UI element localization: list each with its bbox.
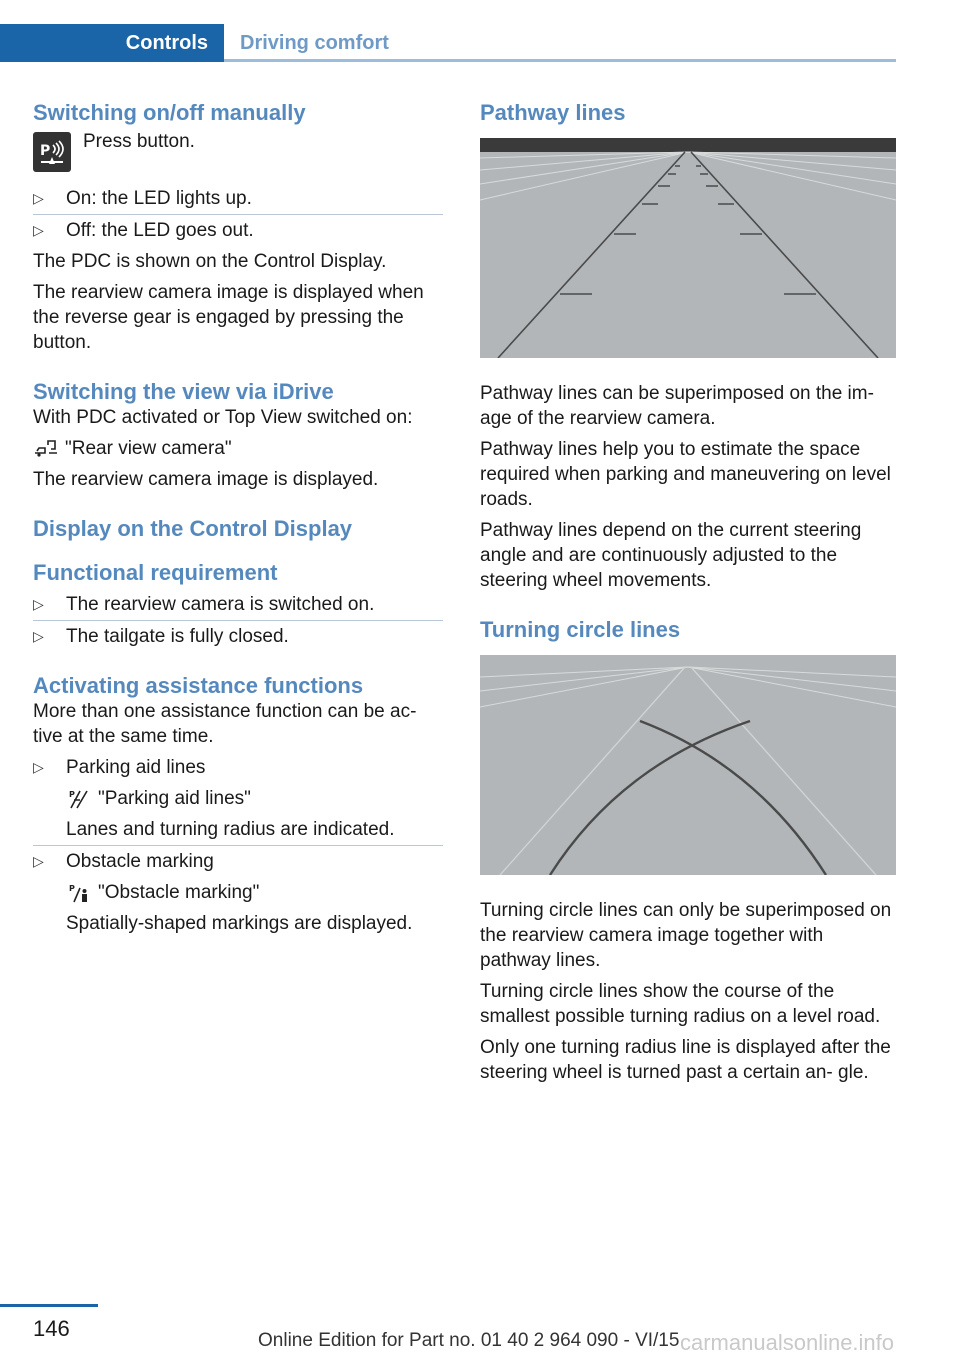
pdc-shown-text: The PDC is shown on the Control Display. [33,251,387,272]
press-button-line [33,132,443,172]
obstacle-marking-label: "Obstacle marking" [98,882,260,903]
page-number: 146 [33,1316,70,1341]
footer-accent-line [0,1304,98,1307]
heading-assistance: Activating assistance functions [33,673,364,698]
list-item: ▷ Parking aid lines P "Parking aid lines" Lanes and turning radius are indicated. [33,755,443,842]
heading-view: Switching the view via iDrive [33,379,334,404]
rearview-engaged-text: The rearview camera image is displayed when the reverse gear is engaged by pressing the button. [33,282,424,353]
parking-aid-menu-line[interactable] [66,786,443,811]
rear-camera-icon [33,438,59,460]
right-column [480,100,896,1085]
pathway-lines-figure [480,138,896,358]
left-column [33,100,443,936]
svg-text:P: P [69,883,75,893]
list-item: ▷ On: the LED lights up. [33,188,252,209]
press-button-text: Press button. [83,130,195,152]
parking-aid-lines-icon [66,788,92,810]
svg-text:P: P [69,789,75,799]
pathway-text-3: Pathway lines depend on the current steering angle and are continuously adjusted to the steering wheel movements. [480,520,862,591]
svg-text:P: P [40,143,51,159]
list-item: ▷ The rearview camera is switched on. [33,594,375,615]
pathway-text-1: Pathway lines can be superimposed on the im‐ age of the rearview camera. [480,383,874,429]
turning-text-2: Turning circle lines show the course of the smallest possible turning radius on a level road. [480,981,881,1027]
tab-controls[interactable]: Controls [0,24,224,62]
heading-display: Display on the Control Display [33,516,353,541]
tab-driving-comfort[interactable]: Driving comfort [240,32,389,54]
lanes-turning-text: Lanes and turning radius are indicated. [66,819,395,840]
obstacle-menu-line[interactable] [66,880,443,905]
heading-functional: Functional requirement [33,560,278,585]
turning-text-3: Only one turning radius line is displayed after the steering wheel is turned past a certain an‐ gle. [480,1037,891,1083]
turning-circle-lines-figure [480,655,896,875]
with-pdc-text: With PDC activated or Top View switched on: [33,407,413,428]
turning-text-1: Turning circle lines can only be superimposed on the rearview camera image together with pathway lines. [480,900,892,971]
list-item: ▷ Off: the LED goes out. [33,220,254,241]
heading-switching: Switching on/off manually [33,100,306,125]
rear-view-camera-line[interactable] [33,436,443,461]
rearview-displayed-text: The rearview camera image is displayed. [33,469,379,490]
list-item: ▷ Obstacle marking P "Obstacle marking" Spatially-shaped markings are displayed. [33,849,443,936]
heading-pathway: Pathway lines [480,100,626,125]
pathway-text-2: Pathway lines help you to estimate the space required when parking and maneuvering on level roads. [480,439,891,510]
list-item: ▷ The tailgate is fully closed. [33,626,289,647]
header-bar [0,0,960,62]
rear-view-camera-label: "Rear view camera" [65,438,232,459]
parking-aid-lines-label: "Parking aid lines" [98,788,251,809]
edition-text: Online Edition for Part no. 01 40 2 964 090 - VI/15 [258,1330,680,1351]
obstacle-marking-icon [66,882,92,904]
heading-turning: Turning circle lines [480,617,681,642]
assistance-list [33,755,443,936]
watermark: carmanualsonline.info [680,1330,895,1355]
requirement-list [33,592,443,649]
pdc-button-icon [33,132,71,172]
led-list [33,186,443,243]
header-divider [224,59,896,62]
spatial-text: Spatially-shaped markings are displayed. [66,913,413,934]
more-than-one-text: More than one assistance function can be ac‐ tive at the same time. [33,701,417,747]
